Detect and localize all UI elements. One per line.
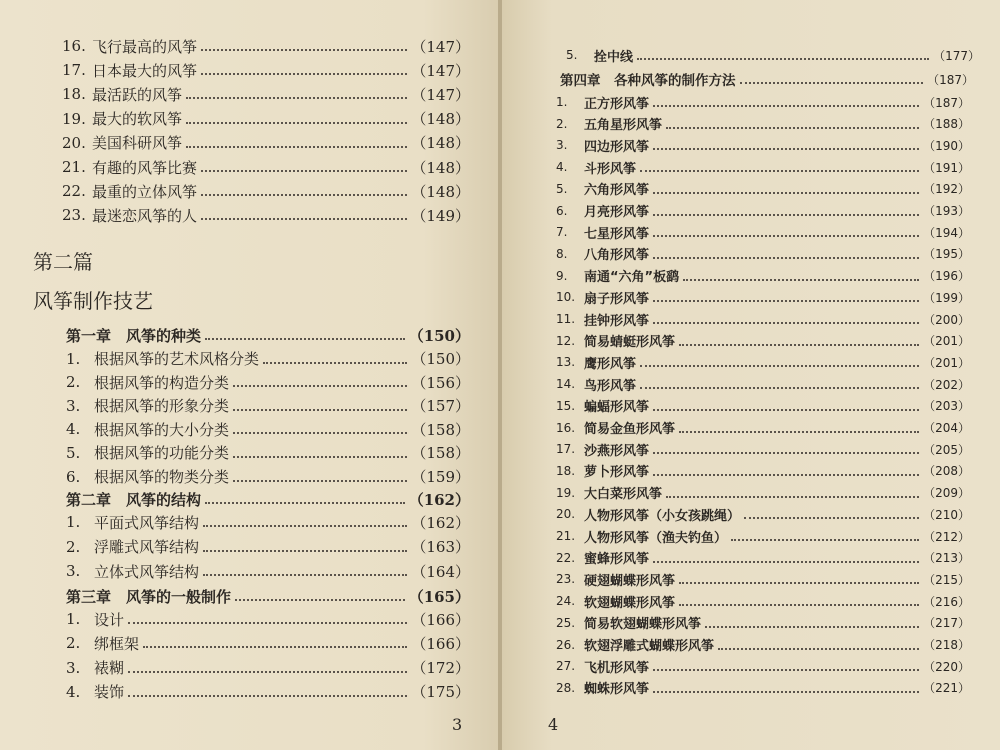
entry-page: （201）	[923, 355, 970, 370]
part-title: 风筝制作技艺	[33, 289, 153, 313]
dot-leader	[128, 622, 407, 624]
chapter-title: 第一章 风筝的种类	[66, 326, 202, 345]
entry-number: 17.	[62, 61, 86, 80]
toc-entry	[566, 45, 980, 65]
toc-entry	[66, 418, 470, 440]
dot-leader	[666, 127, 919, 129]
dot-leader	[233, 432, 407, 434]
dot-leader	[744, 517, 919, 519]
dot-leader	[653, 322, 919, 324]
toc-entry	[556, 92, 970, 112]
entry-number: 28.	[556, 680, 576, 695]
entry-page: （213）	[923, 551, 970, 566]
entry-title: 蜘蛛形风筝	[584, 682, 650, 698]
toc-entry	[556, 418, 970, 438]
dot-leader	[233, 385, 407, 387]
entry-page: （220）	[923, 659, 970, 674]
entry-title: 裱糊	[94, 659, 125, 678]
dot-leader	[205, 502, 405, 504]
entry-page: （191）	[923, 160, 970, 175]
toc-entry	[556, 483, 970, 503]
entry-title: 挂钟形风筝	[584, 313, 650, 329]
entry-page: （210）	[923, 507, 970, 522]
toc-entry	[66, 395, 470, 417]
dot-leader	[653, 409, 919, 411]
entry-title: 南通“六角”板鹞	[584, 270, 680, 286]
entry-page: （203）	[923, 399, 970, 414]
toc-entry	[556, 309, 970, 329]
entry-number: 13.	[556, 355, 576, 370]
entry-title: 人物形风筝（小女孩跳绳）	[584, 508, 741, 524]
toc-entry	[556, 461, 970, 481]
entry-page: （196）	[923, 269, 970, 284]
dot-leader	[679, 431, 919, 433]
entry-number: 21.	[62, 158, 86, 176]
entry-number: 1.	[66, 349, 81, 368]
entry-page: （149）	[411, 206, 470, 225]
entry-title: 美国科研风筝	[92, 134, 183, 153]
entry-title: 五角星形风筝	[584, 118, 663, 134]
left-page	[0, 0, 498, 750]
entry-title: 日本最大的风筝	[92, 61, 198, 80]
entry-title: 浮雕式风筝结构	[94, 538, 200, 556]
entry-page: （212）	[923, 529, 970, 544]
entry-page: （193）	[923, 204, 970, 218]
entry-number: 5.	[566, 48, 578, 62]
toc-entry	[66, 371, 470, 393]
entry-page: （216）	[923, 594, 970, 609]
entry-page: （148）	[411, 182, 470, 201]
entry-page: （166）	[411, 610, 470, 629]
entry-title: 设计	[94, 610, 125, 629]
toc-entry	[66, 608, 470, 630]
dot-leader	[640, 365, 919, 367]
entry-title: 飞行最高的风筝	[92, 37, 198, 56]
dot-leader	[203, 550, 407, 552]
dot-leader	[653, 192, 919, 194]
entry-title: 人物形风筝（渔夫钓鱼）	[584, 530, 728, 546]
dot-leader	[186, 122, 407, 124]
entry-title: 蜜蜂形风筝	[584, 552, 650, 568]
right-page	[502, 0, 1000, 750]
entry-number: 21.	[556, 529, 576, 543]
toc-entry	[556, 374, 970, 394]
entry-page: （175）	[411, 683, 470, 702]
entry-number: 17.	[556, 442, 576, 457]
toc-entry	[66, 348, 470, 370]
entry-title: 最迷恋风筝的人	[92, 206, 198, 225]
entry-page: （221）	[923, 681, 970, 696]
entry-title: 最大的软风筝	[92, 110, 183, 129]
dot-leader	[653, 257, 919, 259]
dot-leader	[653, 148, 919, 150]
page-number-right: 4	[548, 715, 559, 734]
entry-page: （202）	[923, 377, 970, 392]
entry-page: （192）	[923, 182, 970, 197]
entry-page: （162）	[408, 490, 470, 509]
entry-page: （218）	[923, 638, 970, 652]
entry-page: （164）	[411, 562, 470, 581]
entry-title: 八角形风筝	[584, 248, 650, 264]
toc-entry	[66, 681, 470, 703]
toc-entry	[66, 657, 470, 679]
dot-leader	[201, 49, 407, 51]
entry-number: 12.	[556, 333, 576, 348]
dot-leader	[201, 170, 407, 172]
entry-page: （148）	[411, 134, 470, 153]
toc-entry	[556, 179, 970, 199]
entry-number: 6.	[66, 467, 81, 486]
entry-title: 根据风筝的艺术风格分类	[94, 350, 260, 368]
toc-entry	[556, 569, 970, 589]
entry-page: （147）	[411, 61, 470, 80]
entry-number: 15.	[556, 398, 576, 413]
toc-entry	[66, 585, 470, 607]
entry-number: 8.	[556, 246, 568, 261]
toc-entry	[556, 591, 970, 611]
entry-page: （157）	[411, 397, 470, 416]
entry-page: （200）	[923, 312, 970, 327]
entry-number: 1.	[66, 513, 81, 531]
entry-number: 10.	[556, 290, 576, 305]
toc-entry	[62, 204, 470, 226]
toc-entry	[62, 83, 470, 105]
dot-leader	[640, 170, 919, 172]
entry-page: （158）	[411, 444, 470, 463]
entry-title: 软翅浮雕式蝴蝶形风筝	[584, 639, 715, 654]
toc-entry	[62, 156, 470, 178]
entry-page: （209）	[923, 486, 970, 501]
toc-entry	[66, 536, 470, 558]
toc-entry	[556, 678, 970, 698]
entry-title: 斗形风筝	[584, 161, 637, 177]
toc-entry	[556, 222, 970, 242]
dot-leader	[233, 480, 407, 482]
toc-entry	[556, 266, 970, 286]
entry-number: 2.	[66, 634, 81, 653]
entry-title: 飞机形风筝	[584, 660, 650, 676]
entry-page: （156）	[411, 373, 470, 392]
dot-leader	[653, 300, 919, 302]
toc-entry	[62, 108, 470, 130]
entry-page: （177）	[933, 48, 980, 63]
entry-title: 月亮形风筝	[584, 205, 650, 220]
toc-entry	[556, 439, 970, 459]
entry-title: 绑框架	[94, 634, 140, 653]
entry-number: 23.	[556, 572, 576, 587]
toc-entry	[556, 635, 970, 655]
entry-number: 7.	[556, 225, 568, 240]
entry-page: （162）	[411, 513, 470, 532]
dot-leader	[203, 574, 407, 576]
entry-title: 简易蜻蜓形风筝	[584, 335, 676, 351]
entry-page: （165）	[408, 587, 470, 606]
entry-page: （150）	[411, 350, 470, 368]
dot-leader	[740, 82, 924, 84]
dot-leader	[679, 582, 919, 584]
toc-entry	[556, 201, 970, 221]
toc-entry	[62, 180, 470, 202]
chapter-title: 第二章 风筝的结构	[66, 490, 202, 509]
toc-entry	[556, 331, 970, 351]
entry-title: 七星形风筝	[584, 226, 650, 242]
entry-title: 六角形风筝	[584, 183, 650, 199]
entry-title: 根据风筝的构造分类	[94, 373, 230, 392]
entry-number: 4.	[556, 160, 568, 175]
entry-number: 3.	[66, 658, 81, 677]
entry-number: 18.	[556, 463, 576, 478]
toc-entry	[66, 466, 470, 488]
toc-entry	[66, 324, 470, 346]
entry-number: 1.	[556, 95, 568, 109]
entry-number: 5.	[556, 181, 568, 196]
entry-number: 25.	[556, 615, 576, 630]
entry-title: 平面式风筝结构	[94, 513, 200, 532]
entry-page: （187）	[923, 95, 970, 110]
dot-leader	[705, 626, 919, 628]
entry-number: 5.	[66, 443, 81, 462]
entry-number: 2.	[66, 537, 81, 556]
toc-entry	[556, 157, 970, 177]
dot-leader	[128, 671, 407, 673]
entry-page: （194）	[923, 225, 970, 240]
entry-page: （159）	[411, 468, 470, 486]
entry-page: （147）	[411, 37, 470, 56]
entry-page: （199）	[923, 290, 970, 305]
toc-entry	[556, 656, 970, 676]
toc-entry	[556, 135, 970, 155]
entry-title: 拴中线	[594, 49, 634, 65]
entry-number: 22.	[62, 182, 86, 201]
entry-title: 四边形风筝	[584, 139, 650, 155]
toc-entry	[66, 511, 470, 533]
entry-page: （205）	[923, 442, 970, 457]
toc-entry	[556, 287, 970, 307]
entry-page: （187）	[927, 72, 974, 87]
entry-number: 4.	[66, 682, 81, 701]
entry-number: 26.	[556, 637, 576, 652]
entry-title: 立体式风筝结构	[94, 562, 200, 581]
entry-number: 1.	[66, 610, 81, 628]
dot-leader	[201, 218, 407, 220]
entry-title: 简易金鱼形风筝	[584, 422, 676, 437]
entry-number: 11.	[556, 312, 576, 326]
entry-number: 18.	[62, 85, 86, 104]
toc-entry	[556, 396, 970, 416]
entry-number: 3.	[66, 562, 81, 580]
entry-number: 27.	[556, 659, 576, 674]
dot-leader	[205, 338, 405, 340]
dot-leader	[203, 525, 407, 527]
entry-number: 19.	[556, 485, 576, 500]
entry-page: （204）	[923, 421, 970, 435]
part-label: 第二篇	[33, 250, 93, 274]
chapter-title: 第四章 各种风筝的制作方法	[560, 73, 736, 89]
entry-number: 19.	[62, 109, 86, 128]
entry-page: （163）	[411, 538, 470, 556]
entry-title: 最重的立体风筝	[92, 182, 198, 201]
entry-number: 4.	[66, 420, 81, 439]
entry-title: 鸟形风筝	[584, 378, 637, 394]
entry-title: 正方形风筝	[584, 96, 650, 112]
entry-number: 3.	[556, 138, 568, 153]
dot-leader	[679, 604, 919, 606]
dot-leader	[233, 409, 407, 411]
entry-page: （148）	[411, 110, 470, 129]
entry-number: 2.	[556, 116, 568, 131]
entry-number: 3.	[66, 396, 81, 415]
toc-entry	[556, 114, 970, 134]
toc-entry	[556, 613, 970, 633]
entry-title: 扇子形风筝	[584, 291, 650, 307]
entry-title: 蝙蝠形风筝	[584, 400, 650, 416]
dot-leader	[718, 648, 919, 650]
entry-number: 2.	[66, 373, 81, 392]
dot-leader	[653, 561, 919, 563]
toc-entry	[560, 69, 974, 89]
entry-page: （147）	[411, 85, 470, 104]
entry-number: 20.	[556, 507, 576, 522]
dot-leader	[640, 387, 919, 389]
toc-entry	[556, 526, 970, 546]
entry-number: 20.	[62, 133, 86, 152]
toc-entry	[66, 560, 470, 582]
toc-entry	[62, 59, 470, 81]
dot-leader	[186, 146, 407, 148]
entry-title: 根据风筝的物类分类	[94, 468, 230, 486]
entry-page: （150）	[408, 326, 470, 345]
dot-leader	[653, 452, 919, 454]
entry-title: 根据风筝的功能分类	[94, 444, 230, 463]
toc-entry	[66, 442, 470, 464]
entry-title: 沙燕形风筝	[584, 443, 650, 459]
dot-leader	[201, 73, 407, 75]
entry-number: 16.	[62, 37, 86, 55]
entry-title: 装饰	[94, 683, 125, 702]
dot-leader	[637, 58, 929, 60]
dot-leader	[731, 539, 919, 541]
entry-page: （148）	[411, 158, 470, 177]
entry-title: 硬翅蝴蝶形风筝	[584, 573, 676, 589]
entry-title: 有趣的风筝比赛	[92, 158, 198, 177]
toc-entry	[556, 244, 970, 264]
entry-number: 22.	[556, 550, 576, 565]
entry-page: （166）	[411, 634, 470, 653]
entry-title: 简易软翅蝴蝶形风筝	[584, 617, 702, 633]
entry-number: 14.	[556, 377, 576, 392]
dot-leader	[653, 474, 919, 476]
page-number-left: 3	[452, 715, 463, 734]
entry-title: 萝卜形风筝	[584, 465, 650, 481]
dot-leader	[263, 362, 407, 364]
dot-leader	[128, 695, 407, 697]
dot-leader	[143, 646, 407, 648]
dot-leader	[235, 599, 405, 601]
entry-title: 根据风筝的形象分类	[94, 397, 230, 416]
dot-leader	[653, 235, 919, 237]
entry-title: 鹰形风筝	[584, 356, 637, 372]
dot-leader	[653, 214, 919, 216]
entry-page: （195）	[923, 247, 970, 262]
chapter-title: 第三章 风筝的一般制作	[66, 587, 232, 606]
entry-page: （158）	[411, 420, 470, 439]
dot-leader	[683, 279, 919, 281]
dot-leader	[201, 194, 407, 196]
dot-leader	[679, 344, 919, 346]
dot-leader	[233, 456, 407, 458]
toc-entry	[66, 488, 470, 510]
entry-number: 6.	[556, 203, 568, 218]
toc-entry	[556, 352, 970, 372]
toc-entry	[556, 548, 970, 568]
entry-number: 16.	[556, 420, 576, 435]
entry-number: 9.	[556, 268, 568, 283]
entry-title: 根据风筝的大小分类	[94, 420, 230, 439]
toc-entry	[62, 35, 470, 57]
entry-number: 24.	[556, 594, 576, 609]
entry-page: （188）	[923, 117, 970, 132]
entry-number: 23.	[62, 206, 86, 225]
toc-entry	[62, 132, 470, 154]
toc-entry	[66, 632, 470, 654]
entry-page: （172）	[411, 659, 470, 678]
entry-page: （190）	[923, 138, 970, 153]
entry-title: 最活跃的风筝	[92, 85, 183, 104]
entry-title: 软翅蝴蝶形风筝	[584, 595, 676, 611]
entry-title: 大白菜形风筝	[584, 487, 663, 503]
entry-page: （201）	[923, 334, 970, 349]
entry-page: （215）	[923, 572, 970, 587]
dot-leader	[653, 105, 919, 107]
toc-entry	[556, 504, 970, 524]
dot-leader	[666, 496, 919, 498]
dot-leader	[186, 97, 407, 99]
dot-leader	[653, 669, 919, 671]
entry-page: （208）	[923, 464, 970, 479]
dot-leader	[653, 691, 919, 693]
entry-page: （217）	[923, 616, 970, 631]
